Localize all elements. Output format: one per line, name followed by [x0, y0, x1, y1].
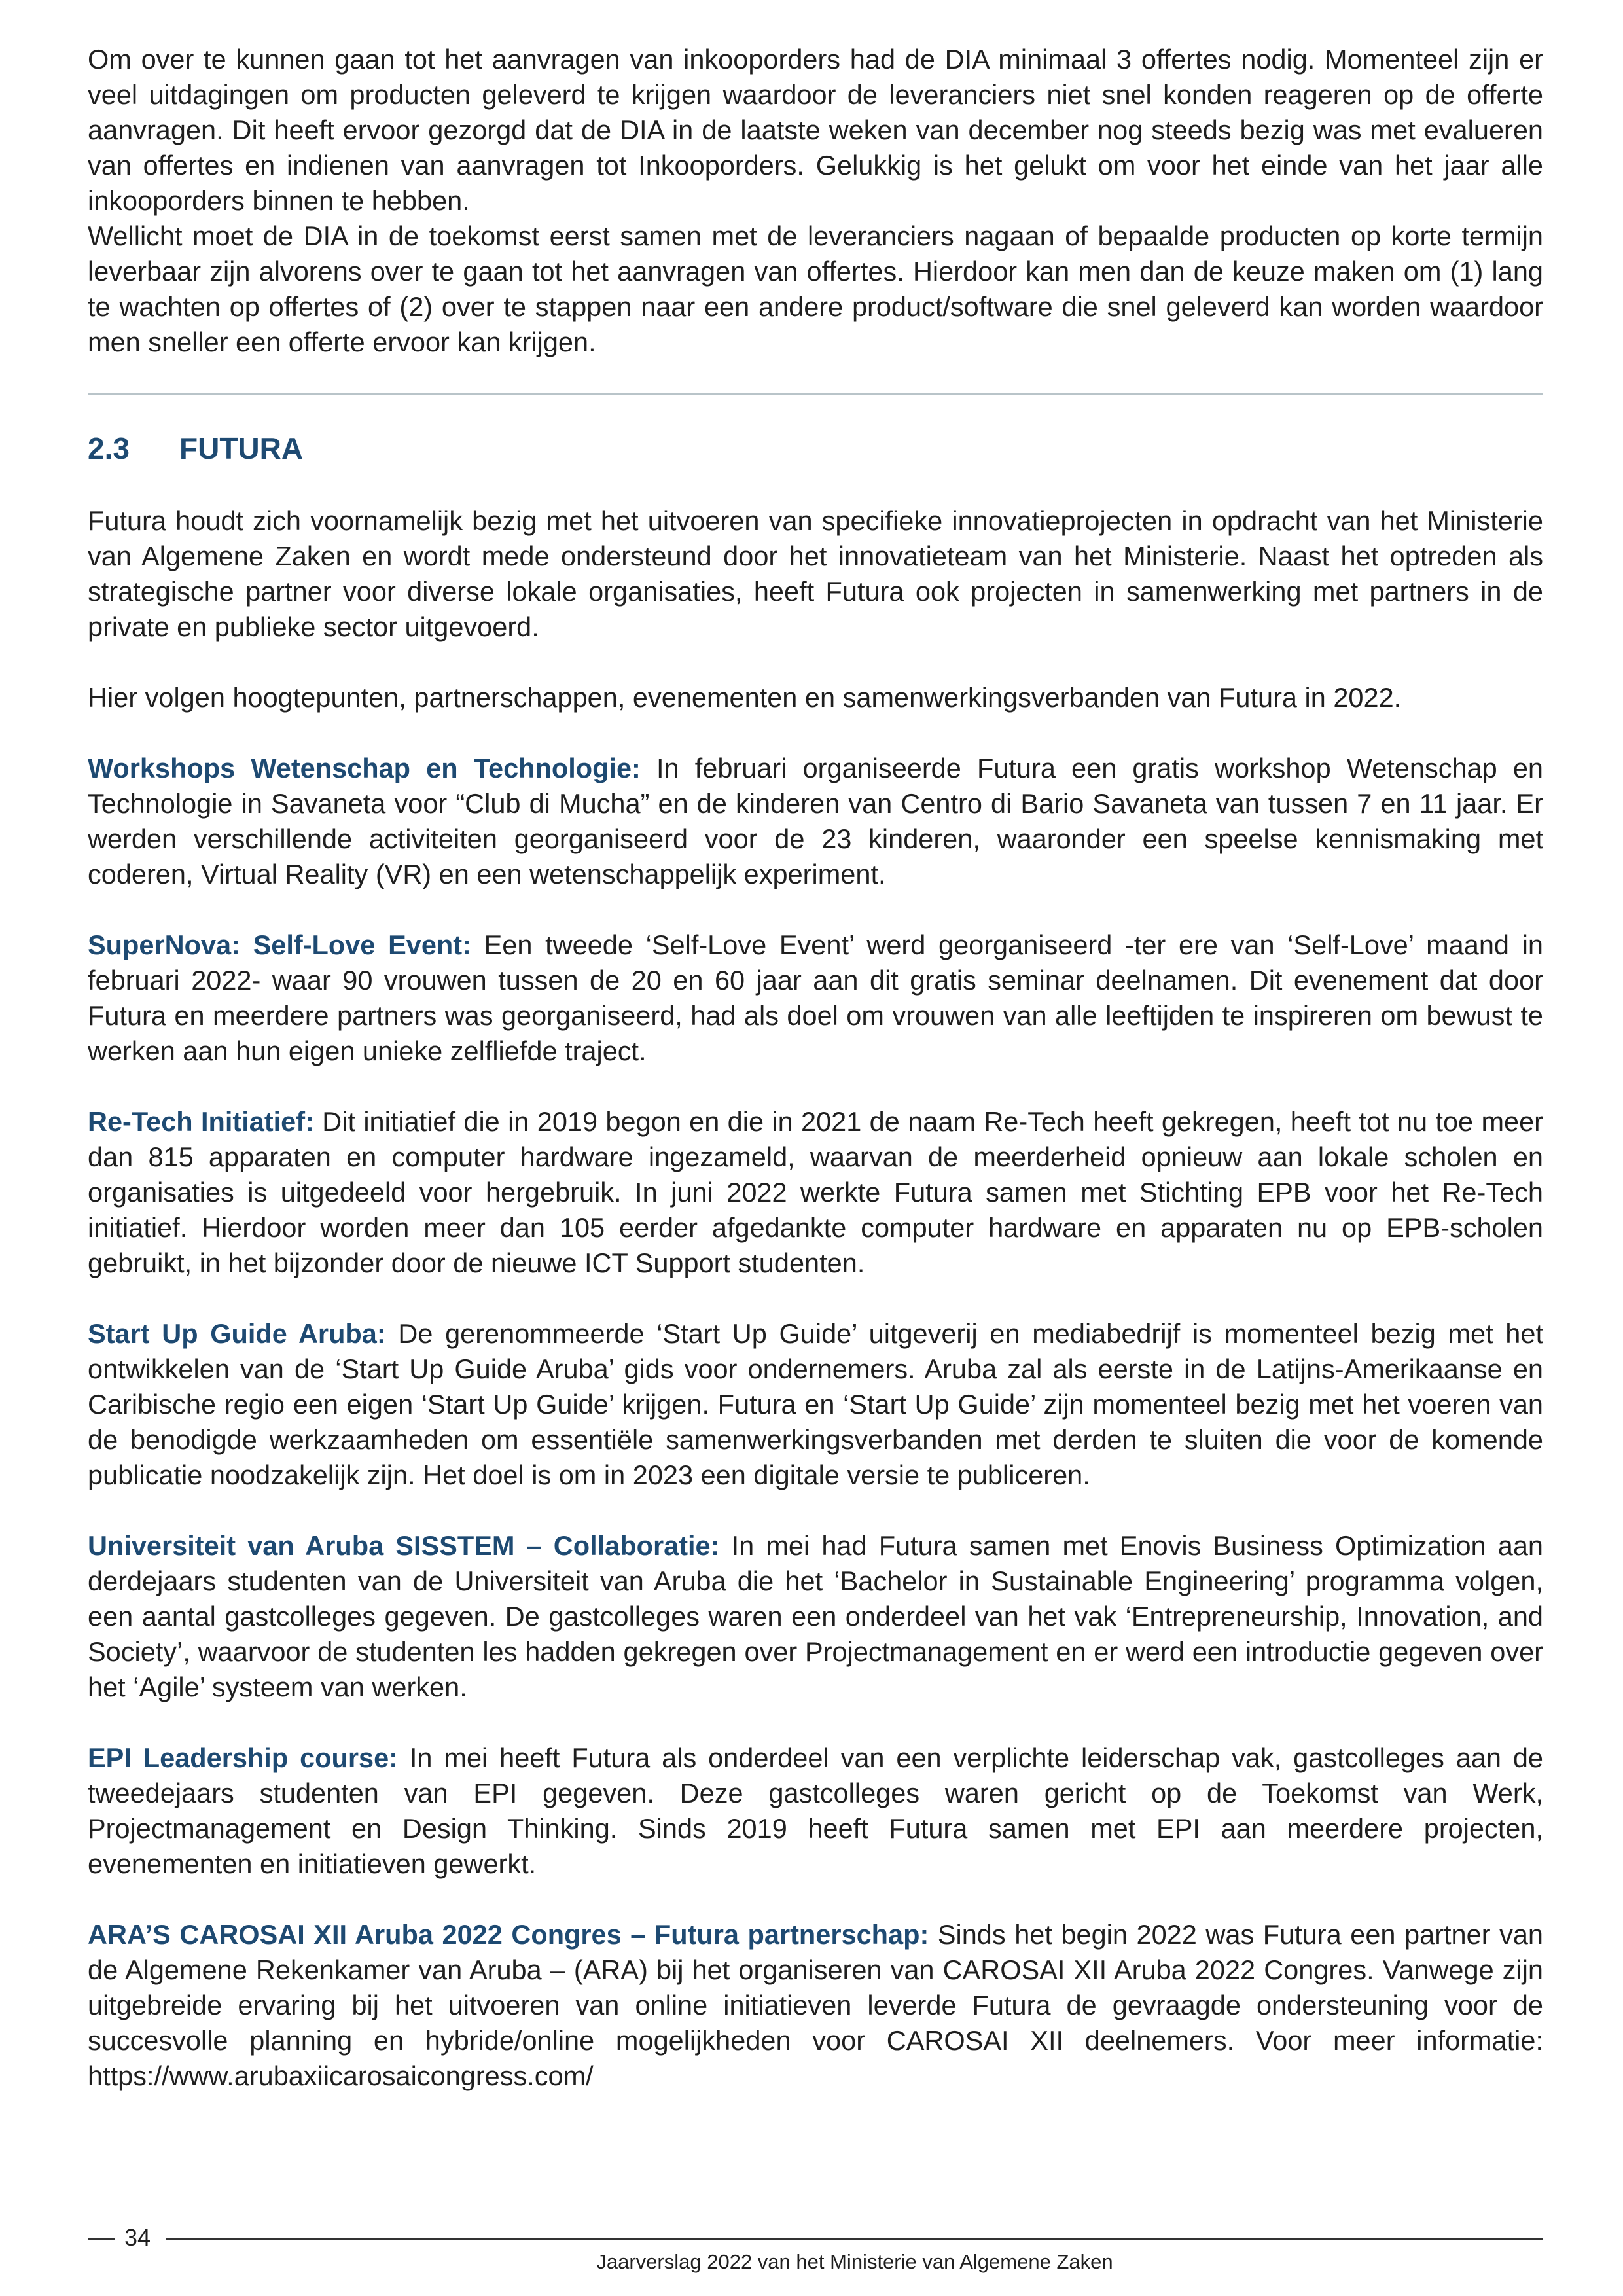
section-number: 2.3	[88, 431, 130, 465]
section-intro: Futura houdt zich voornamelijk bezig met het uitvoeren van specifieke innovatieprojecten in opdracht van het Ministerie van Algemene Zaken en wordt mede ondersteund door het innovatieteam van het Ministerie. Naast het optreden als strategische partner voor diverse lokale organisaties, heeft Futura ook projecten in samenwerking met partners in de private en publieke sector uitgevoerd.	[88, 505, 1543, 642]
highlight-title: Re-Tech Initiatief:	[88, 1106, 314, 1137]
highlight-item	[88, 1316, 1543, 1493]
highlight-title: Workshops Wetenschap en Technologie:	[88, 753, 641, 783]
intro-paragraph: Om over te kunnen gaan tot het aanvragen van inkooporders had de DIA minimaal 3 offertes nodig. Momenteel zijn er veel uitdagingen om producten geleverd te krijgen waardoor de leveranciers niet snel konden reageren op de offerte aanvragen. Dit heeft ervoor gezorgd dat de DIA in de laatste weken van december nog steeds bezig was met evalueren van offertes en indienen van aanvragen tot Inkooporders. Gelukkig is het gelukt om voor het einde van het jaar alle inkooporders binnen te hebben.	[88, 44, 1543, 216]
page-footer	[88, 2219, 1543, 2291]
footer-dash	[88, 2238, 115, 2240]
section-body	[88, 503, 1543, 2094]
highlight-text: In mei had Futura samen met Enovis Business Optimization aan derdejaars studenten van de Universiteit van Aruba die het ‘Bachelor in Sustainable Engineering’ programma volgen, een aantal gastcolleges gegeven. De gastcolleges waren een onderdeel van het vak ‘Entrepreneurship, Innovation, and Society’, waarvoor de studenten les hadden gekregen over Projectmanagement en er werd een introductie gegeven over het ‘Agile’ systeem van werken.	[88, 1530, 1544, 1702]
highlight-item	[88, 927, 1543, 1069]
highlight-item	[88, 1104, 1543, 1281]
footer-rule	[166, 2238, 1543, 2240]
highlight-text: In februari organiseerde Futura een gratis workshop Wetenschap en Technologie in Savaneta voor “Club di Mucha” en de kinderen van Centro di Bario Savaneta van tussen 7 en 11 jaar. Er werden verschillende activiteiten georganiseerd voor de 23 kinderen, waaronder een speelse kennismaking met coderen, Virtual Reality (VR) en een wetenschappelijk experiment.	[88, 753, 1543, 889]
highlight-text: De gerenommeerde ‘Start Up Guide’ uitgeverij en mediabedrijf is momenteel bezig met het ontwikkelen van de ‘Start Up Guide Aruba’ gids voor ondernemers. Aruba zal als eerste in de Latijns-Amerikaanse en Caribische regio een eigen ‘Start Up Guide’ krijgen. Futura en ‘Start Up Guide’ zijn momenteel bezig met het voeren van de benodigde werkzaamheden om essentiële samenwerkingsverbanden met derden te sluiten die voor de komende publicatie noodzakelijk zijn. Het doel is om in 2023 een digitale versie te publiceren.	[88, 1318, 1543, 1490]
highlight-item	[88, 1740, 1543, 1882]
page-content	[88, 42, 1543, 2094]
page-number: 34	[124, 2224, 151, 2251]
highlight-title: Universiteit van Aruba SISSTEM – Collaboratie:	[88, 1530, 720, 1561]
highlight-text: Een tweede ‘Self-Love Event’ werd georganiseerd -ter ere van ‘Self-Love’ maand in februari 2022- waar 90 vrouwen tussen de 20 en 60 jaar aan dit gratis seminar deelnamen. Dit evenement dat door Futura en meerdere partners was georganiseerd, had als doel om vrouwen van alle leeftijden te inspireren om bewust te werken aan hun eigen unieke zelfliefde traject.	[88, 929, 1543, 1066]
highlight-text: Dit initiatief die in 2019 begon en die in 2021 de naam Re-Tech heeft gekregen, heeft tot nu toe meer dan 815 apparaten en computer hardware ingezameld, waarvan de meerderheid opnieuw aan lokale scholen en organisaties is uitgedeeld voor hergebruik. In juni 2022 werkte Futura samen met Stichting EPB voor het Re-Tech initiatief. Hierdoor worden meer dan 105 eerder afgedankte computer hardware en apparaten nu op EPB-scholen gebruikt, in het bijzonder door de nieuwe ICT Support studenten.	[88, 1106, 1543, 1278]
highlight-title: EPI Leadership course:	[88, 1742, 398, 1773]
highlight-text: Sinds het begin 2022 was Futura een partner van de Algemene Rekenkamer van Aruba – (ARA) bij het organiseren van CAROSAI XII Aruba 2022 Congres. Vanwege zijn uitgebreide ervaring bij het uitvoeren van online initiatieven leverde Futura de gevraagde ondersteuning voor de succesvolle planning en hybride/online mogelijkheden voor CAROSAI XII deelnemers. Voor meer informatie: https://www.arubaxiicarosaicongress.com/	[88, 1919, 1543, 2091]
section-heading	[88, 429, 1543, 468]
section-title: FUTURA	[179, 431, 304, 465]
highlight-text: In mei heeft Futura als onderdeel van een verplichte leiderschap vak, gastcolleges aan de tweedejaars studenten van EPI gegeven. Deze gastcolleges waren gericht op de Toekomst van Werk, Projectmanagement en Design Thinking. Sinds 2019 heeft Futura samen met EPI aan meerdere projecten, evenementen en initiatieven gewerkt.	[88, 1742, 1544, 1879]
highlight-title: Start Up Guide Aruba:	[88, 1318, 386, 1349]
highlight-item	[88, 1528, 1543, 1705]
section-divider	[88, 393, 1543, 395]
highlight-title: SuperNova: Self-Love Event:	[88, 929, 471, 960]
intro-text	[88, 42, 1543, 360]
highlight-title: ARA’S CAROSAI XII Aruba 2022 Congres – Futura partnerschap:	[88, 1919, 929, 1950]
highlight-item	[88, 1917, 1543, 2094]
footer-title: Jaarverslag 2022 van het Ministerie van Algemene Zaken	[596, 2250, 1113, 2273]
intro-paragraph: Wellicht moet de DIA in de toekomst eerst samen met de leveranciers nagaan of bepaalde producten op korte termijn leverbaar zijn alvorens over te gaan tot het aanvragen van offertes. Hierdoor kan men dan de keuze maken om (1) lang te wachten op offertes of (2) over te stappen naar een andere product/software die snel geleverd kan worden waardoor men sneller een offerte ervoor kan krijgen.	[88, 221, 1543, 357]
highlight-item	[88, 751, 1543, 892]
section-intro: Hier volgen hoogtepunten, partnerschappen, evenementen en samenwerkingsverbanden van Futura in 2022.	[88, 682, 1402, 713]
